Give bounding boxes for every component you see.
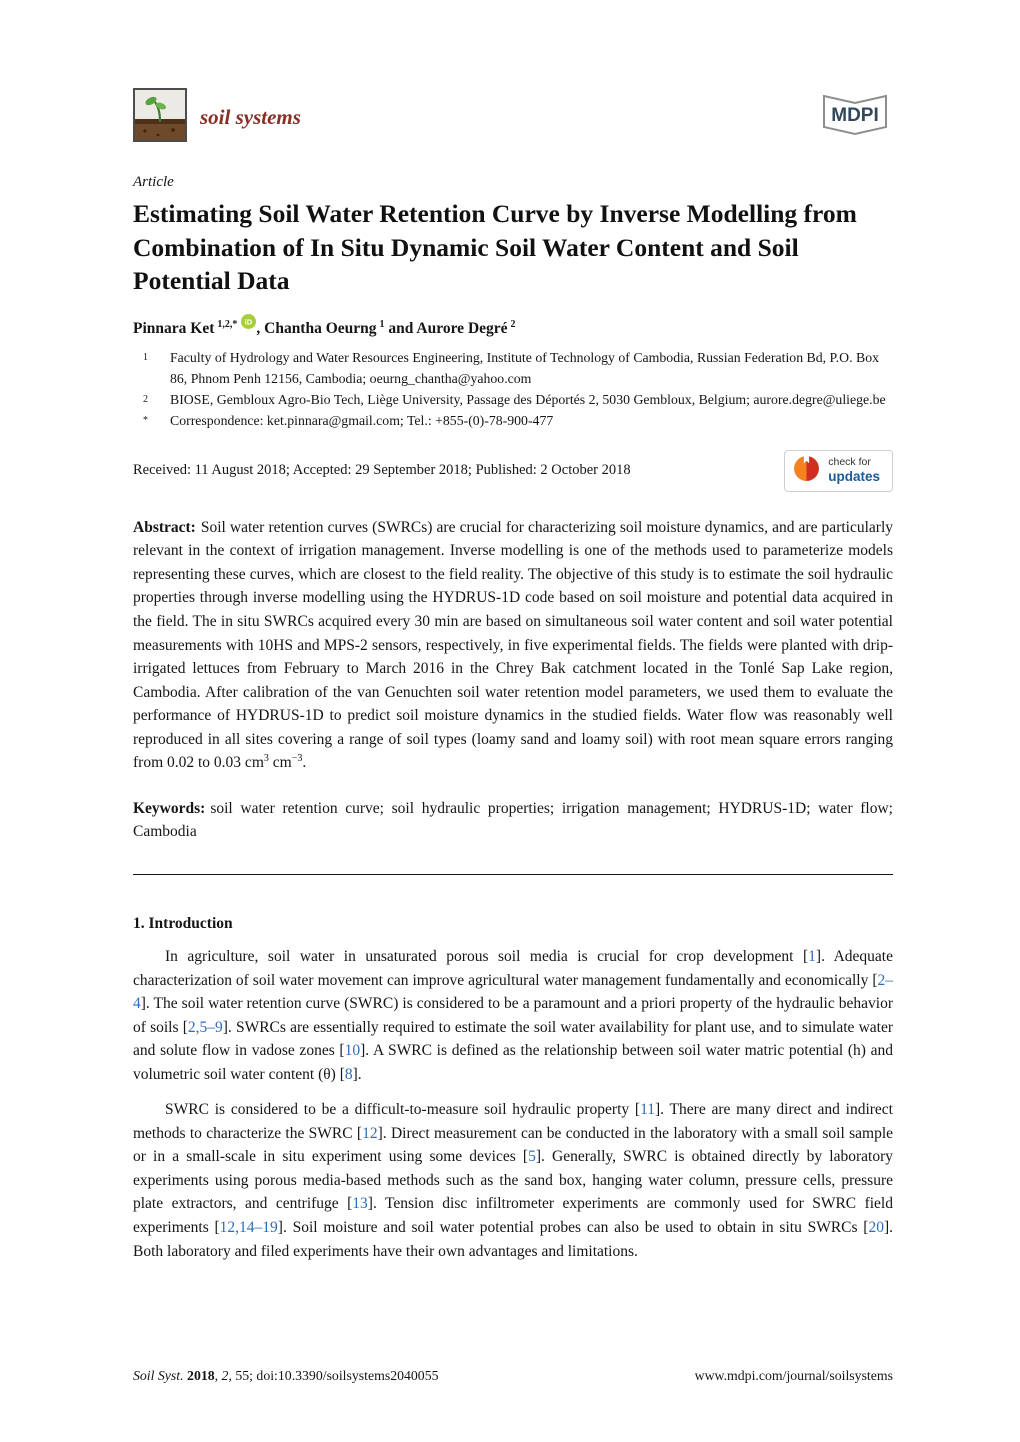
- citation-ref[interactable]: 2,5–9: [187, 1018, 223, 1036]
- article-title: Estimating Soil Water Retention Curve by Inverse Modelling from Combination of In Situ Dynamic Soil Water Content and Soil Potential Data: [133, 199, 857, 296]
- citation-ref[interactable]: 12: [362, 1124, 378, 1142]
- dates-line: Received: 11 August 2018; Accepted: 29 September 2018; Published: 2 October 2018: [133, 462, 631, 479]
- citation-ref[interactable]: 10: [344, 1042, 361, 1060]
- check-for-updates-label: check for updates: [828, 456, 880, 484]
- author-3-affil-sup: 2: [510, 318, 516, 330]
- mdpi-logo: [817, 92, 893, 143]
- citation-ref[interactable]: 8: [344, 1065, 353, 1083]
- citation-ref[interactable]: 13: [352, 1195, 368, 1213]
- author-separator-1: ,: [256, 319, 265, 337]
- author-name-2: Chantha Oeurng: [264, 319, 377, 337]
- citation-ref[interactable]: 5: [528, 1148, 536, 1166]
- citation-ref[interactable]: 1: [808, 947, 816, 965]
- footer-journal-url[interactable]: www.mdpi.com/journal/soilsystems: [694, 1368, 893, 1383]
- affiliation-2: [133, 390, 893, 411]
- citation-ref[interactable]: 2–4: [133, 971, 893, 1013]
- article-type-label: Article: [133, 174, 174, 190]
- journal-brand: [133, 88, 301, 147]
- journal-header: [133, 88, 893, 144]
- author-2-affil-sup: 1: [379, 318, 385, 330]
- citation-ref[interactable]: 20: [868, 1218, 884, 1236]
- citation-ref[interactable]: 12,14–19: [219, 1218, 278, 1236]
- abstract: [133, 516, 893, 775]
- orcid-icon[interactable]: [241, 314, 256, 334]
- check-for-updates-badge[interactable]: [784, 450, 893, 492]
- section-divider: [133, 874, 893, 875]
- svg-text:iD: iD: [245, 317, 253, 327]
- affiliation-1-text: Faculty of Hydrology and Water Resources Engineering, Institute of Technology of Cambodia, Russian Federation Bd, P.O. Box 86, Phnom Penh 12156, Cambodia; oeurng_chantha@yahoo.com: [170, 349, 879, 386]
- keywords-label: Keywords:: [133, 799, 206, 817]
- keywords-text: soil water retention curve; soil hydraulic properties; irrigation management; HYDRUS-1D; water flow; Cambodia: [133, 799, 893, 841]
- correspondence-marker: *: [143, 414, 148, 426]
- author-separator-2: and: [384, 319, 417, 337]
- footer-citation-doi: Soil Syst. 2018, 2, 55; doi:10.3390/soilsystems2040055: [133, 1368, 439, 1383]
- soil-systems-logo-icon: [133, 88, 187, 147]
- affiliation-2-marker: 2: [143, 393, 148, 405]
- affiliation-1-marker: 1: [143, 351, 148, 363]
- correspondence-text: Correspondence: ket.pinnara@gmail.com; Tel.: +855-(0)-78-900-477: [170, 412, 554, 428]
- abstract-label: Abstract:: [133, 518, 196, 536]
- affiliation-1: [133, 348, 893, 390]
- affiliations: [133, 348, 893, 432]
- keywords: [133, 797, 893, 844]
- author-name-1: Pinnara Ket: [133, 319, 215, 337]
- journal-name: soil systems: [200, 105, 301, 129]
- dates-row: [133, 450, 893, 492]
- author-name-3: Aurore Degré: [416, 319, 508, 337]
- intro-paragraph-2: SWRC is considered to be a difficult-to-measure soil hydraulic property [11]. There are many direct and indirect methods to characterize the SWRC [12]. Direct measurement can be conducted in the laboratory with a small soil sample or in a small-scale in situ experiment using some devices [5]. Generally, SWRC is obtained directly by laboratory experiments using porous media-based methods such as the sand box, hanging water column, pressure cells, pressure plate extractors, and centrifuge [13]. Tension disc infiltrometer experiments are commonly used for SWRC field experiments [12,14–19]. Soil moisture and soil water potential probes can also be used to obtain in situ SWRCs [20]. Both laboratory and filed experiments have their own advantages and limitations.: [133, 1101, 894, 1260]
- citation-ref[interactable]: 11: [640, 1101, 656, 1119]
- authors-line: [133, 314, 893, 338]
- correspondence: [133, 411, 893, 432]
- intro-paragraph-1: In agriculture, soil water in unsaturated porous soil media is crucial for crop development [1]. Adequate characterization of soil water movement can improve agricultural water management fundamentally and economically [2–4]. The soil water retention curve (SWRC) is considered to be a paramount and a priori property of the hydraulic behavior of soils [2,5–9]. SWRCs are essentially required to estimate the soil water availability for plant use, and to simulate water and solute flow in vadose zones [10]. A SWRC is defined as the relationship between soil water matric potential (h) and volumetric soil water content (θ) [8].: [133, 947, 893, 1083]
- abstract-text: Soil water retention curves (SWRCs) are crucial for characterizing soil moisture dynamics, and are particularly relevant in the context of irrigation management. Inverse modelling is one of the methods used to parameterize models representing these curves, which are closest to the field reality. The objective of this study is to estimate the soil hydraulic properties through inverse modelling using the HYDRUS-1D code based on soil moisture and potential data acquired in the field. The in situ SWRCs acquired every 30 min are based on simultaneous soil water content and soil water potential measurements with 10HS and MPS-2 sensors, respectively, in five experimental fields. The fields were planted with drip-irrigated lettuces from February to March 2016 in the Chrey Bak catchment located in the Tonlé Sap Lake region, Cambodia. After calibration of the van Genuchten soil water retention model parameters, we used them to evaluate the performance of HYDRUS-1D to predict soil moisture dynamics in the studied fields. Water flow was reasonably well reproduced in all sites covering a range of soil types (loamy sand and loamy soil) with root mean square errors ranging from 0.02 to 0.03 $cm^3$ $cm^{-3}$.: [133, 518, 893, 772]
- crossmark-icon: [793, 455, 820, 487]
- section-heading-introduction: 1. Introduction: [133, 914, 233, 932]
- page-footer: [133, 1368, 893, 1384]
- author-1-affil-sup: 1,2,*: [217, 318, 238, 330]
- mdpi-logo-text: MDPI: [831, 105, 879, 126]
- affiliation-2-text: BIOSE, Gembloux Agro-Bio Tech, Liège University, Passage des Déportés 2, 5030 Gembloux, Belgium; aurore.degre@uliege.be: [170, 391, 886, 407]
